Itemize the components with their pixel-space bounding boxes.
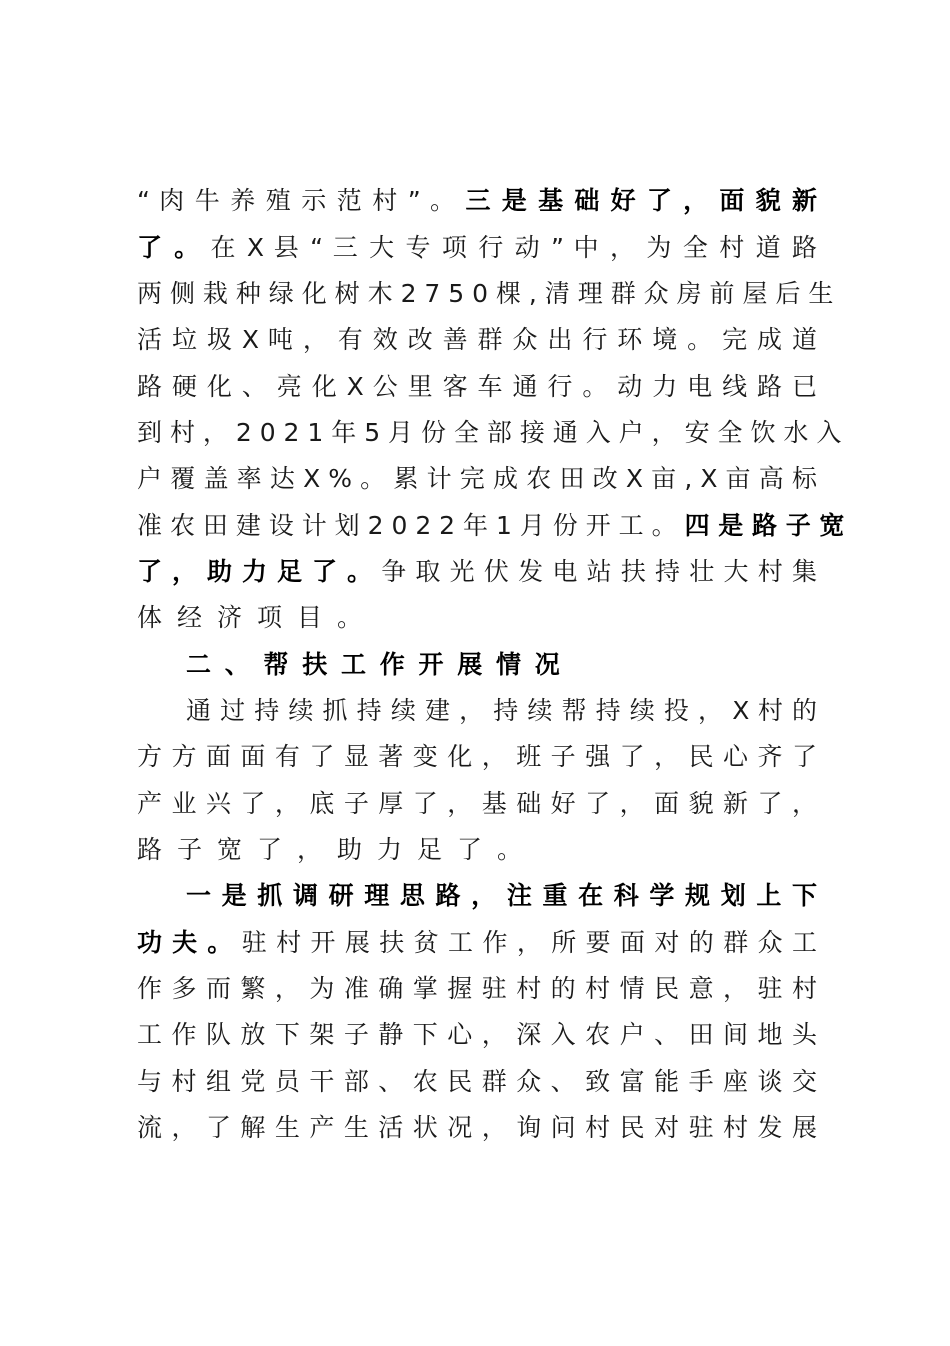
bold-text-run: 四 是 路 子 宽 bbox=[684, 511, 845, 540]
text-line-14 bbox=[137, 784, 817, 824]
text-line-18 bbox=[137, 969, 817, 1009]
text-run: 产 业 兴 了 ， 底 子 厚 了 ， 基 础 好 了 ， 面 貌 新 了 ， bbox=[137, 789, 817, 818]
heading-text: 二、帮扶工作开展情况 bbox=[186, 650, 574, 679]
text-line-19 bbox=[137, 1015, 817, 1055]
text-line-15 bbox=[137, 830, 817, 870]
text-run: 户 覆 盖 率 达 X % 。 累 计 完 成 农 田 改 X 亩 , X 亩 高 标 bbox=[137, 464, 817, 493]
text-line-12 bbox=[186, 691, 817, 731]
text-run: 活 垃 圾 X 吨 ， 有 效 改 善 群 众 出 行 环 境 。 完 成 道 bbox=[137, 325, 817, 354]
text-line-20 bbox=[137, 1062, 817, 1102]
text-line-17 bbox=[137, 923, 817, 963]
text-line-1 bbox=[137, 181, 817, 221]
text-run: 路子宽了，助力足了。 bbox=[137, 835, 538, 864]
text-line-9 bbox=[137, 552, 817, 592]
text-run: 到 村 ， 2 0 2 1 年 5 月 份 全 部 接 通 入 户 ， 安 全 饮 水 入 bbox=[137, 418, 842, 447]
bold-text-run: 功 夫 。 bbox=[137, 928, 234, 957]
text-run: 在 X 县 “ 三 大 专 项 行 动 ” 中 ， 为 全 村 道 路 bbox=[210, 233, 817, 262]
text-run: 流 ， 了 解 生 产 生 活 状 况 ， 询 问 村 民 对 驻 村 发 展 bbox=[137, 1113, 817, 1142]
text-run: 作 多 而 繁 ， 为 准 确 掌 握 驻 村 的 村 情 民 意 ， 驻 村 bbox=[137, 974, 817, 1003]
bold-text-run: 了 ， 助 力 足 了 。 bbox=[137, 557, 373, 586]
bold-text-run: 三 是 基 础 好 了 ， 面 貌 新 bbox=[465, 186, 817, 215]
text-line-21 bbox=[137, 1108, 817, 1148]
text-run: 两 侧 栽 种 绿 化 树 木 2 7 5 0 棵 , 清 理 群 众 房 前 屋 后 生 bbox=[137, 279, 834, 308]
bold-text-run: 了 。 bbox=[137, 233, 201, 262]
text-run: 与 村 组 党 员 干 部 、 农 民 群 众 、 致 富 能 手 座 谈 交 bbox=[137, 1067, 817, 1096]
bold-text-run: 一 是 抓 调 研 理 思 路 ， 注 重 在 科 学 规 划 上 下 bbox=[186, 881, 817, 910]
text-line-13 bbox=[137, 737, 817, 777]
text-run: 通 过 持 续 抓 持 续 建 ， 持 续 帮 持 续 投 ， X 村 的 bbox=[186, 696, 817, 725]
text-line-4 bbox=[137, 320, 817, 360]
text-line-3 bbox=[137, 274, 834, 314]
text-run: 准 农 田 建 设 计 划 2 0 2 2 年 1 月 份 开 工 。 bbox=[137, 511, 677, 540]
text-run: 驻 村 开 展 扶 贫 工 作 ， 所 要 面 对 的 群 众 工 bbox=[241, 928, 817, 957]
text-run: 争 取 光 伏 发 电 站 扶 持 壮 大 村 集 bbox=[381, 557, 817, 586]
text-run: “ 肉 牛 养 殖 示 范 村 ” 。 bbox=[137, 186, 457, 215]
section-heading bbox=[186, 645, 686, 685]
text-run: 工 作 队 放 下 架 子 静 下 心 ， 深 入 农 户 、 田 间 地 头 bbox=[137, 1020, 817, 1049]
text-line-16 bbox=[186, 876, 817, 916]
text-line-6 bbox=[137, 413, 842, 453]
text-line-10 bbox=[137, 598, 817, 638]
text-run: 体经济项目。 bbox=[137, 603, 378, 632]
text-run: 方 方 面 面 有 了 显 著 变 化 ， 班 子 强 了 ， 民 心 齐 了 bbox=[137, 742, 817, 771]
text-line-2 bbox=[137, 228, 817, 268]
text-line-5 bbox=[137, 367, 817, 407]
text-line-8 bbox=[137, 506, 845, 546]
text-run: 路 硬 化 、 亮 化 X 公 里 客 车 通 行 。 动 力 电 线 路 已 bbox=[137, 372, 817, 401]
text-line-7 bbox=[137, 459, 817, 499]
